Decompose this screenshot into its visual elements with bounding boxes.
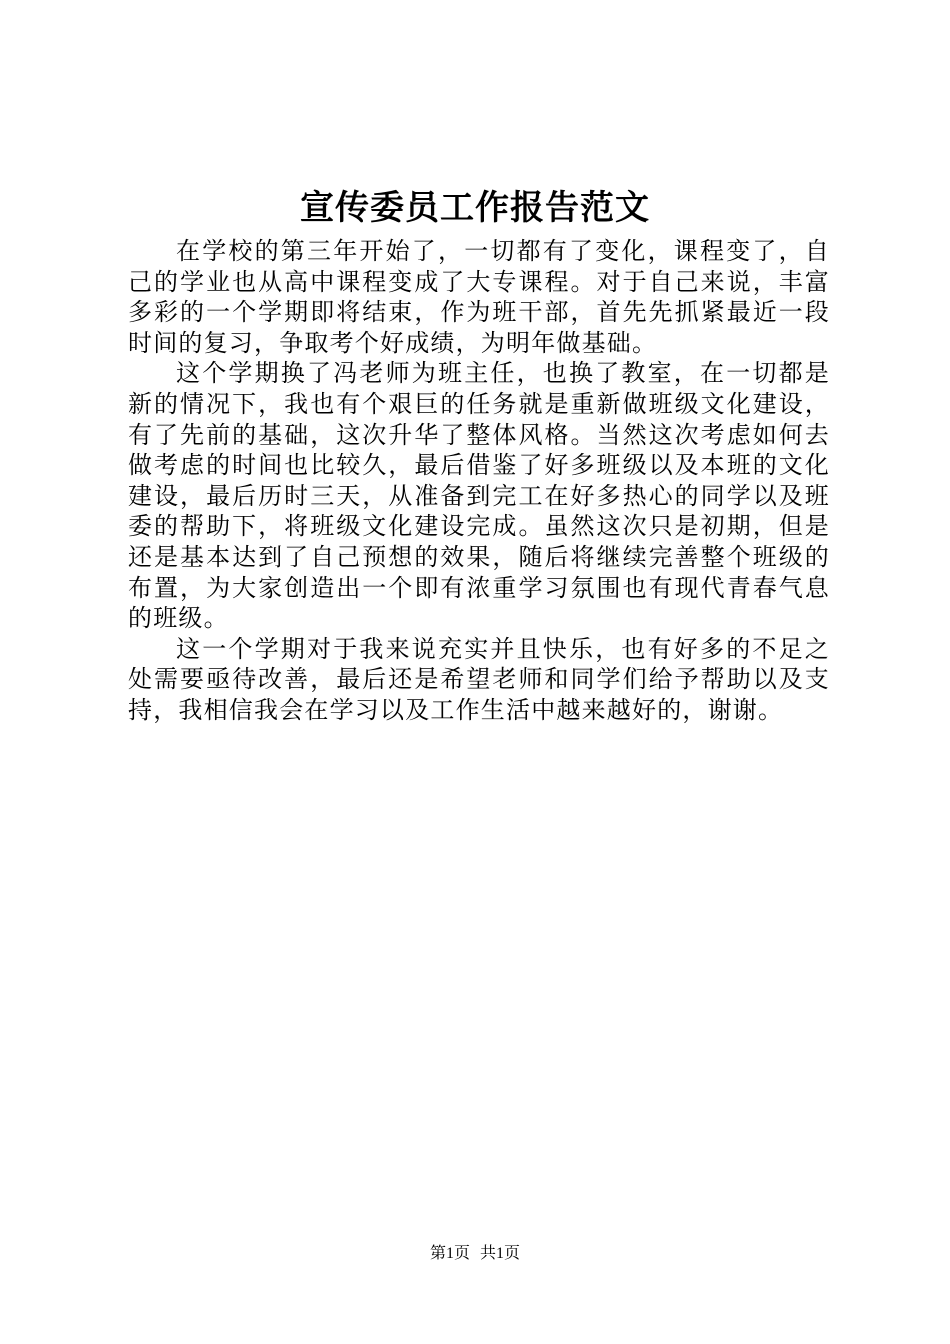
paragraph-1: 在学校的第三年开始了，一切都有了变化，课程变了，自己的学业也从高中课程变成了大专课程。对于自己来说，丰富多彩的一个学期即将结束，作为班干部，首先先抓紧最近一段时间的复习，争取考个好成绩，为明年做基础。 (128, 237, 830, 357)
page-total-label: 共1页 (480, 1245, 521, 1262)
page-footer (0, 1244, 950, 1264)
paragraph-2: 这个学期换了冯老师为班主任，也换了教室，在一切都是新的情况下，我也有个艰巨的任务就是重新做班级文化建设，有了先前的基础，这次升华了整体风格。当然这次考虑如何去做考虑的时间也比较久，最后借鉴了好多班级以及本班的文化建设，最后历时三天，从准备到完工在好多热心的同学以及班委的帮助下，将班级文化建设完成。虽然这次只是初期，但是还是基本达到了自己预想的效果，随后将继续完善整个班级的布置，为大家创造出一个即有浓重学习氛围也有现代青春气息的班级。 (128, 359, 830, 633)
paragraph-3: 这一个学期对于我来说充实并且快乐，也有好多的不足之处需要亟待改善，最后还是希望老师和同学们给予帮助以及支持，我相信我会在学习以及工作生活中越来越好的，谢谢。 (128, 634, 830, 724)
document-title: 宣传委员工作报告范文 (300, 188, 650, 228)
document-body (128, 236, 830, 726)
page-number-label: 第1页 (429, 1245, 470, 1262)
